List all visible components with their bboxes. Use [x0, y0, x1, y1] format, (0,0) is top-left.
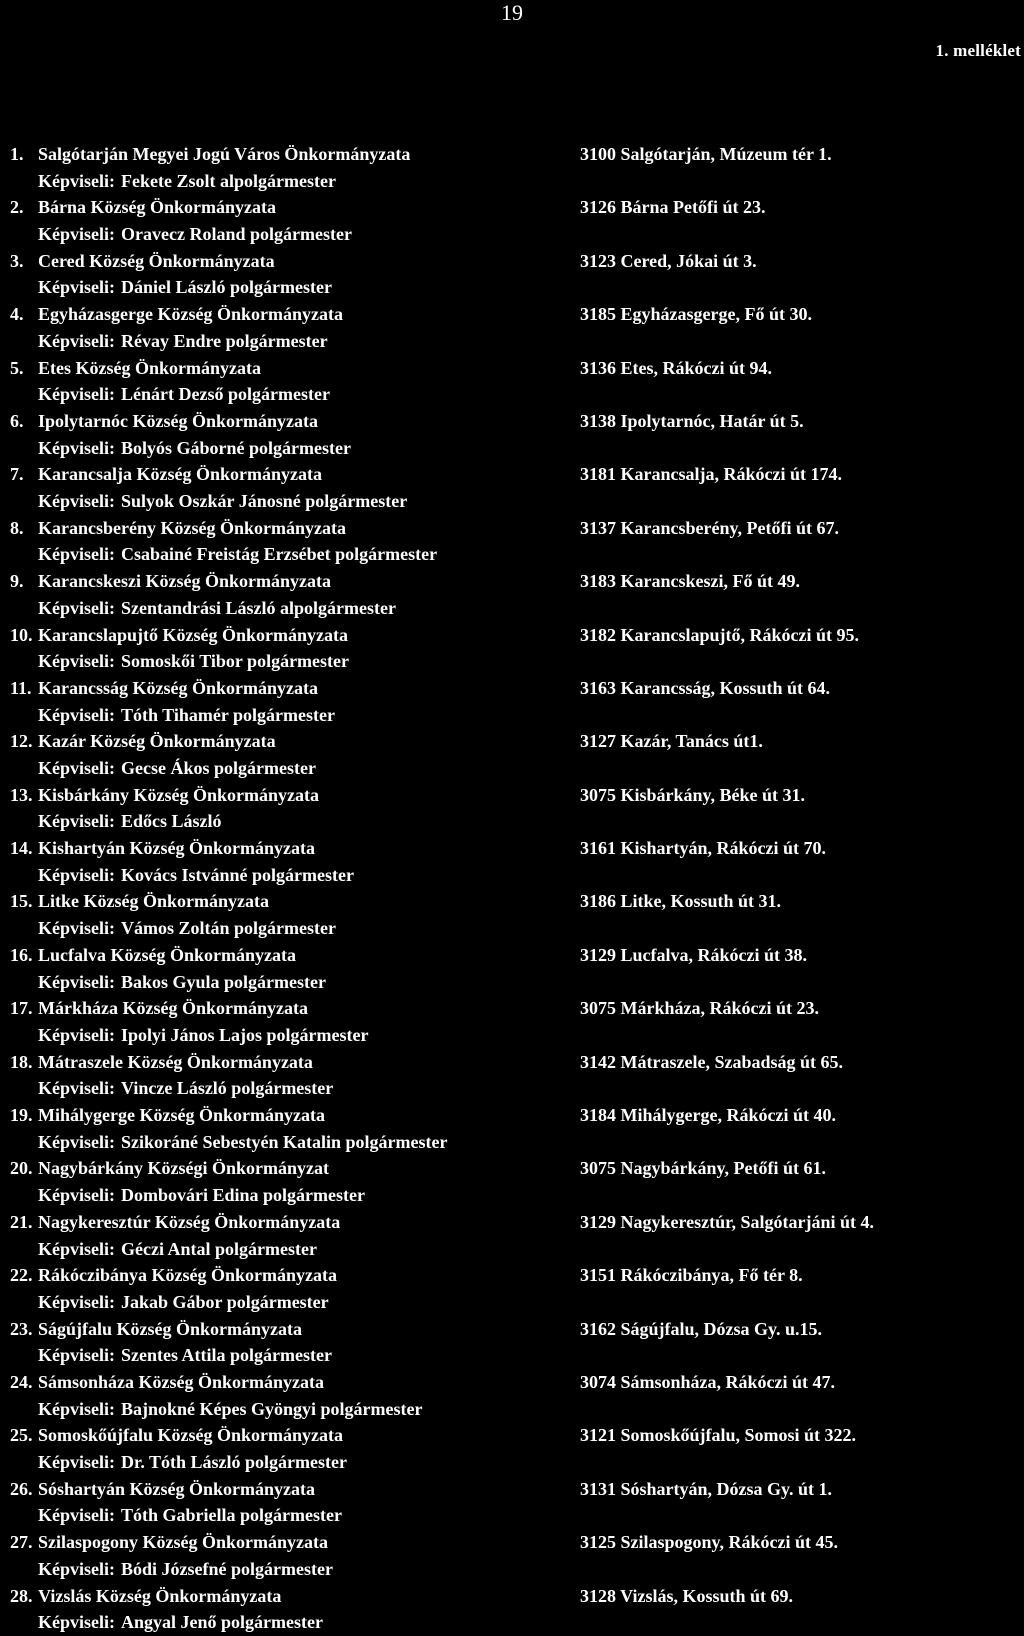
representative-label: Képviseli: — [38, 1505, 115, 1526]
representative-label: Képviseli: — [38, 704, 115, 725]
list-item — [0, 408, 1024, 461]
representative-label: Képviseli: — [38, 918, 115, 939]
entry-number: 15. — [10, 891, 33, 912]
representative-line — [38, 1182, 365, 1209]
representative-name: Szikoráné Sebestyén Katalin polgármester — [121, 1131, 448, 1152]
municipality-address: 3074 Sámsonháza, Rákóczi út 47. — [580, 1371, 836, 1392]
list-item — [0, 1262, 1024, 1315]
entry-number: 21. — [10, 1211, 33, 1232]
municipality-address: 3184 Mihálygerge, Rákóczi út 40. — [580, 1105, 836, 1126]
representative-line — [38, 755, 316, 782]
representative-line — [38, 328, 328, 355]
representative-line — [38, 862, 354, 889]
municipality-name: Litke Község Önkormányzata — [38, 891, 269, 912]
entry-number: 23. — [10, 1318, 33, 1339]
list-item — [0, 515, 1024, 568]
municipality-address: 3129 Lucfalva, Rákóczi út 38. — [580, 944, 807, 965]
representative-name: Szentes Attila polgármester — [121, 1345, 332, 1366]
representative-line — [38, 1609, 323, 1636]
municipality-name: Bárna Község Önkormányzata — [38, 197, 276, 218]
list-item — [0, 568, 1024, 621]
representative-line — [38, 648, 349, 675]
municipality-name: Karancsberény Község Önkormányzata — [38, 517, 346, 538]
page-number: 19 — [501, 0, 523, 25]
municipality-name: Rákóczibánya Község Önkormányzata — [38, 1265, 337, 1286]
municipality-name: Karancsság Község Önkormányzata — [38, 677, 318, 698]
representative-label: Képviseli: — [38, 1238, 115, 1259]
list-item — [0, 675, 1024, 728]
entry-number: 12. — [10, 731, 33, 752]
representative-line — [38, 1022, 369, 1049]
representative-label: Képviseli: — [38, 437, 115, 458]
representative-line — [38, 274, 332, 301]
entry-number: 8. — [10, 517, 24, 538]
municipality-name: Karancsalja Község Önkormányzata — [38, 464, 322, 485]
municipality-address: 3161 Kishartyán, Rákóczi út 70. — [580, 838, 827, 859]
representative-label: Képviseli: — [38, 1078, 115, 1099]
municipality-name: Mátraszele Község Önkormányzata — [38, 1051, 313, 1072]
representative-label: Képviseli: — [38, 864, 115, 885]
representative-label: Képviseli: — [38, 277, 115, 298]
list-item — [0, 1316, 1024, 1369]
representative-name: Bakos Gyula polgármester — [121, 971, 326, 992]
representative-name: Edőcs László — [121, 811, 222, 832]
representative-label: Képviseli: — [38, 1131, 115, 1152]
list-item — [0, 1155, 1024, 1208]
municipality-address: 3151 Rákóczibánya, Fő tér 8. — [580, 1265, 803, 1286]
list-item — [0, 835, 1024, 888]
representative-name: Vincze László polgármester — [121, 1078, 334, 1099]
municipality-name: Egyházasgerge Község Önkormányzata — [38, 304, 343, 325]
entry-number: 25. — [10, 1425, 33, 1446]
representative-name: Lénárt Dezső polgármester — [121, 384, 330, 405]
municipality-name: Ságújfalu Község Önkormányzata — [38, 1318, 303, 1339]
municipality-address: 3182 Karancslapujtő, Rákóczi út 95. — [580, 624, 859, 645]
representative-label: Képviseli: — [38, 544, 115, 565]
municipality-address: 3125 Szilaspogony, Rákóczi út 45. — [580, 1532, 839, 1553]
municipality-name: Cered Község Önkormányzata — [38, 250, 275, 271]
representative-line — [38, 915, 336, 942]
municipality-address: 3137 Karancsberény, Petőfi út 67. — [580, 517, 839, 538]
representative-name: Vámos Zoltán polgármester — [121, 918, 336, 939]
representative-line — [38, 702, 335, 729]
municipality-name: Sámsonháza Község Önkormányzata — [38, 1371, 325, 1392]
list-item — [0, 248, 1024, 301]
representative-label: Képviseli: — [38, 811, 115, 832]
entry-number: 7. — [10, 464, 24, 485]
representative-name: Bajnokné Képes Gyöngyi polgármester — [121, 1398, 423, 1419]
municipality-name: Vizslás Község Önkormányzata — [38, 1585, 282, 1606]
representative-name: Géczi Antal polgármester — [121, 1238, 317, 1259]
list-item — [0, 1369, 1024, 1422]
municipality-address: 3129 Nagykeresztúr, Salgótarjáni út 4. — [580, 1211, 874, 1232]
list-item — [0, 782, 1024, 835]
municipality-address: 3100 Salgótarján, Múzeum tér 1. — [580, 144, 832, 164]
municipality-list — [0, 141, 1024, 1636]
list-item — [0, 728, 1024, 781]
representative-name: Ipolyi János Lajos polgármester — [121, 1024, 369, 1045]
representative-line — [38, 1236, 317, 1263]
representative-name: Bolyós Gáborné polgármester — [121, 437, 351, 458]
representative-name: Csabainé Freistág Erzsébet polgármester — [121, 544, 438, 565]
municipality-address: 3075 Kisbárkány, Béke út 31. — [580, 784, 806, 805]
municipality-address: 3121 Somoskőújfalu, Somosi út 322. — [580, 1425, 857, 1446]
representative-name: Tóth Gabriella polgármester — [121, 1505, 342, 1526]
representative-line — [38, 541, 437, 568]
municipality-address: 3142 Mátraszele, Szabadság út 65. — [580, 1051, 843, 1072]
representative-label: Képviseli: — [38, 1452, 115, 1473]
entry-number: 22. — [10, 1265, 33, 1286]
entry-number: 6. — [10, 410, 24, 431]
representative-label: Képviseli: — [38, 384, 115, 405]
representative-name: Somoskői Tibor polgármester — [121, 651, 350, 672]
representative-label: Képviseli: — [38, 491, 115, 512]
representative-line — [38, 1342, 332, 1369]
list-item — [0, 141, 1024, 194]
representative-name: Révay Endre polgármester — [121, 330, 328, 351]
representative-name: Jakab Gábor polgármester — [121, 1291, 329, 1312]
municipality-address: 3163 Karancsság, Kossuth út 64. — [580, 677, 831, 698]
municipality-address: 3181 Karancsalja, Rákóczi út 174. — [580, 464, 842, 485]
representative-line — [38, 1396, 423, 1423]
representative-name: Dániel László polgármester — [121, 277, 332, 298]
entry-number: 14. — [10, 838, 33, 859]
municipality-name: Márkháza Község Önkormányzata — [38, 998, 308, 1019]
entry-number: 28. — [10, 1585, 33, 1606]
municipality-address: 3138 Ipolytarnóc, Határ út 5. — [580, 410, 804, 431]
municipality-name: Karancskeszi Község Önkormányzata — [38, 571, 331, 592]
representative-name: Dr. Tóth László polgármester — [121, 1452, 347, 1473]
municipality-name: Kisbárkány Község Önkormányzata — [38, 784, 320, 805]
municipality-name: Kazár Község Önkormányzata — [38, 731, 276, 752]
municipality-address: 3126 Bárna Petőfi út 23. — [580, 197, 766, 218]
entry-number: 20. — [10, 1158, 33, 1179]
list-item — [0, 888, 1024, 941]
municipality-name: Sóshartyán Község Önkormányzata — [38, 1478, 316, 1499]
entry-number: 4. — [10, 304, 24, 325]
representative-label: Képviseli: — [38, 597, 115, 618]
representative-label: Képviseli: — [38, 224, 115, 245]
entry-number: 2. — [10, 197, 24, 218]
municipality-name: Nagykeresztúr Község Önkormányzata — [38, 1211, 341, 1232]
representative-line — [38, 1075, 333, 1102]
representative-line — [38, 381, 330, 408]
representative-name: Angyal Jenő polgármester — [121, 1612, 323, 1633]
municipality-address: 3075 Nagybárkány, Petőfi út 61. — [580, 1158, 827, 1179]
list-item — [0, 1476, 1024, 1529]
representative-line — [38, 1449, 347, 1476]
municipality-name: Lucfalva Község Önkormányzata — [38, 944, 296, 965]
representative-label: Képviseli: — [38, 1185, 115, 1206]
municipality-name: Kishartyán Község Önkormányzata — [38, 838, 315, 859]
list-item — [0, 622, 1024, 675]
list-item — [0, 1049, 1024, 1102]
representative-line — [38, 1289, 329, 1316]
entry-number: 13. — [10, 784, 33, 805]
list-item — [0, 355, 1024, 408]
municipality-name: Ipolytarnóc Község Önkormányzata — [38, 410, 318, 431]
municipality-name: Mihálygerge Község Önkormányzata — [38, 1105, 325, 1126]
municipality-address: 3131 Sóshartyán, Dózsa Gy. út 1. — [580, 1478, 833, 1499]
entry-number: 17. — [10, 998, 33, 1019]
representative-label: Képviseli: — [38, 170, 115, 191]
representative-label: Képviseli: — [38, 651, 115, 672]
entry-number: 11. — [10, 677, 32, 698]
municipality-name: Etes Község Önkormányzata — [38, 357, 261, 378]
list-item — [0, 461, 1024, 514]
municipality-address: 3186 Litke, Kossuth út 31. — [580, 891, 782, 912]
representative-name: Oravecz Roland polgármester — [121, 224, 352, 245]
representative-label: Képviseli: — [38, 1024, 115, 1045]
list-item — [0, 995, 1024, 1048]
representative-line — [38, 168, 336, 195]
list-item — [0, 942, 1024, 995]
representative-name: Sulyok Oszkár Jánosné polgármester — [121, 491, 408, 512]
representative-line — [38, 969, 326, 996]
list-item — [0, 1209, 1024, 1262]
representative-line — [38, 1556, 333, 1583]
municipality-address: 3128 Vizslás, Kossuth út 69. — [580, 1585, 794, 1606]
entry-number: 9. — [10, 571, 24, 592]
municipality-address: 3162 Ságújfalu, Dózsa Gy. u.15. — [580, 1318, 823, 1339]
list-item — [0, 1529, 1024, 1582]
representative-line — [38, 221, 352, 248]
municipality-name: Szilaspogony Község Önkormányzata — [38, 1532, 329, 1553]
list-item — [0, 1422, 1024, 1475]
representative-name: Szentandrási László alpolgármester — [121, 597, 396, 618]
representative-line — [38, 1129, 447, 1156]
representative-name: Fekete Zsolt alpolgármester — [121, 170, 336, 191]
representative-line — [38, 435, 351, 462]
representative-label: Képviseli: — [38, 1345, 115, 1366]
list-item — [0, 1102, 1024, 1155]
entry-number: 16. — [10, 944, 33, 965]
representative-label: Képviseli: — [38, 1612, 115, 1633]
list-item — [0, 301, 1024, 354]
entry-number: 18. — [10, 1051, 33, 1072]
municipality-address: 3183 Karancskeszi, Fő út 49. — [580, 571, 800, 592]
municipality-name: Salgótarján Megyei Jogú Város Önkormányzata — [38, 144, 411, 164]
annex-label: 1. melléklet — [935, 41, 1021, 60]
representative-line — [38, 808, 222, 835]
municipality-address: 3136 Etes, Rákóczi út 94. — [580, 357, 772, 378]
municipality-name: Nagybárkány Községi Önkormányzat — [38, 1158, 330, 1179]
entry-number: 27. — [10, 1532, 33, 1553]
list-item — [0, 194, 1024, 247]
entry-number: 1. — [10, 144, 24, 164]
representative-name: Dombovári Edina polgármester — [121, 1185, 365, 1206]
list-item — [0, 1583, 1024, 1636]
municipality-name: Karancslapujtő Község Önkormányzata — [38, 624, 348, 645]
entry-number: 10. — [10, 624, 33, 645]
representative-label: Képviseli: — [38, 757, 115, 778]
representative-name: Gecse Ákos polgármester — [121, 757, 316, 778]
entry-number: 5. — [10, 357, 24, 378]
representative-line — [38, 1502, 342, 1529]
representative-name: Kovács Istvánné polgármester — [121, 864, 354, 885]
representative-label: Képviseli: — [38, 330, 115, 351]
representative-label: Képviseli: — [38, 1558, 115, 1579]
municipality-address: 3127 Kazár, Tanács út1. — [580, 731, 763, 752]
entry-number: 19. — [10, 1105, 33, 1126]
representative-label: Képviseli: — [38, 971, 115, 992]
municipality-name: Somoskőújfalu Község Önkormányzata — [38, 1425, 344, 1446]
entry-number: 3. — [10, 250, 24, 271]
municipality-address: 3185 Egyházasgerge, Fő út 30. — [580, 304, 812, 325]
entry-number: 26. — [10, 1478, 33, 1499]
representative-line — [38, 595, 396, 622]
municipality-address: 3123 Cered, Jókai út 3. — [580, 250, 757, 271]
representative-line — [38, 488, 407, 515]
representative-label: Képviseli: — [38, 1398, 115, 1419]
representative-name: Tóth Tihamér polgármester — [121, 704, 335, 725]
entry-number: 24. — [10, 1371, 33, 1392]
municipality-address: 3075 Márkháza, Rákóczi út 23. — [580, 998, 819, 1019]
representative-name: Bódi Józsefné polgármester — [121, 1558, 333, 1579]
representative-label: Képviseli: — [38, 1291, 115, 1312]
